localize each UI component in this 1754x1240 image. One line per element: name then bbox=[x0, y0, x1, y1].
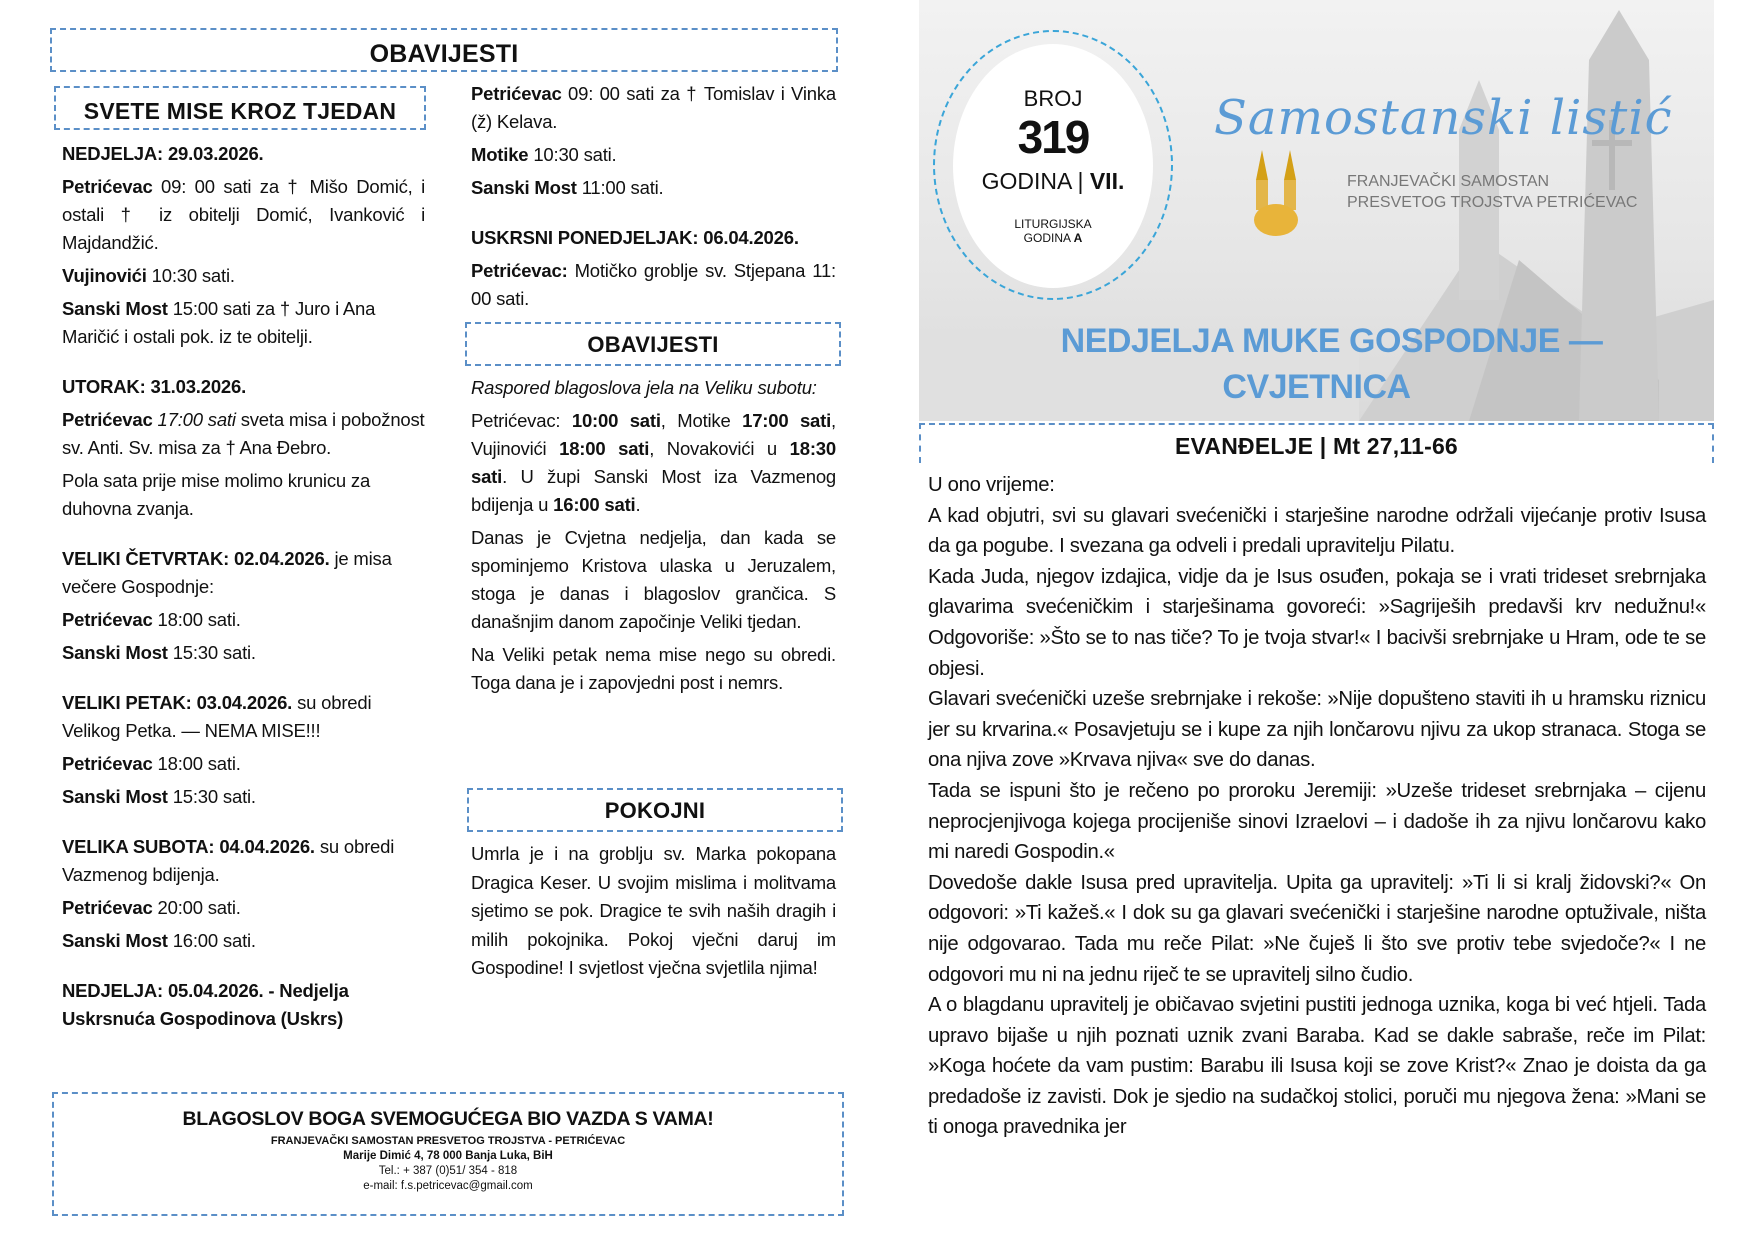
paragraph bbox=[471, 141, 836, 169]
liturgical-year-label: GODINA bbox=[1023, 231, 1074, 245]
footer-email: e-mail: f.s.petricevac@gmail.com bbox=[363, 1180, 533, 1192]
text-segment: Pola sata prije mise molimo krunicu za duhovna zvanja. bbox=[62, 470, 371, 519]
text-segment: Petrićevac bbox=[62, 176, 153, 197]
text-segment: 15:30 sati. bbox=[167, 642, 256, 663]
liturgical-year-value: A bbox=[1073, 231, 1083, 245]
text-segment: 11:00 sati. bbox=[576, 177, 664, 198]
text-segment: Petrićevac bbox=[62, 753, 153, 774]
issue-number: 319 bbox=[1017, 111, 1089, 163]
text-segment: Petrićevac bbox=[471, 83, 562, 104]
text-segment: 10:00 sati bbox=[571, 410, 661, 431]
sunday-title bbox=[919, 318, 1714, 410]
gospel-paragraph: Glavari svećenički uzeše srebrnjake i rekoše: »Nije dopušteno staviti ih u hramsku riznicu jer su krvarina.« Posavjetuju se i kupe za njih lončarovu njivu za ukop stranaca. Stoga se ona njiva zove »Krvava njiva« sve do danas. bbox=[928, 688, 1706, 772]
year-label: GODINA | bbox=[981, 168, 1090, 194]
text-segment: 10:30 sati. bbox=[146, 265, 235, 286]
text-segment: , Motike bbox=[660, 410, 743, 431]
text-segment: 09: 00 sati za † Mišo Domić, i ostali † iz obitelji Domić, Ivanković i Majdandžić. bbox=[62, 176, 425, 253]
issue-circle bbox=[953, 44, 1153, 288]
sunday-title-line-1: NEDJELJA MUKE GOSPODNJE — bbox=[1060, 322, 1603, 360]
text-segment: Sanski Most bbox=[62, 298, 168, 319]
paragraph bbox=[62, 140, 425, 168]
paragraph bbox=[62, 606, 425, 634]
footer bbox=[52, 1092, 844, 1216]
paragraph bbox=[62, 406, 425, 462]
text-segment: sveta misa i pobožnost sv. Anti. Sv. misa za † Ana Đebro. bbox=[62, 409, 425, 458]
gospel-text bbox=[928, 470, 1706, 1143]
paragraph bbox=[62, 262, 425, 290]
paragraph bbox=[62, 750, 425, 778]
paragraph bbox=[62, 927, 425, 955]
text-segment: Raspored blagoslova jela na Veliku subotu: bbox=[471, 377, 817, 398]
year-value: VII. bbox=[1089, 168, 1125, 194]
sunday-title-line-2: CVJETNICA bbox=[1222, 368, 1411, 406]
gospel-paragraph: A o blagdanu upravitelj je običavao svjetini pustiti jednoga uznika, koga bi već htjeli. Tada upravo bijaše u njih poznati uznik zvani Baraba. Kad se dakle sabraše, reče im Pilat: »Koga hoćete da vam pustim: Barabu ili Isusa koji se zove Krist?« Znao je doista da ga predadoše iz zavisti. Dok je sjedio na sudačkoj stolici, poruči mu njegova žena: »Mani se ti onoga pravednika jer bbox=[928, 994, 1706, 1139]
gospel-paragraph: Dovedoše dakle Isusa pred upravitelja. Upita ga upravitelj: »Ti li si kralj židovski?« On odgovori: »Ti kažeš.« I dok su ga glavari svećenički i starješine narodne optuživale, ništa nije odgovarao. Tada mu reče Pilat: »Ne čuješ li što sve protiv tebe svjedoče?« I ne odgovori mu ni na jednu riječ te se upravitelj silno čudio. bbox=[928, 871, 1706, 986]
text-segment: Petrićevac bbox=[62, 609, 153, 630]
paragraph bbox=[62, 833, 425, 889]
text-segment: 09: 00 sati za † Tomislav i Vinka (ž) Kelava. bbox=[471, 83, 836, 132]
text-segment: su obredi Vazmenog bdijenja. bbox=[62, 836, 395, 885]
liturgical-year bbox=[953, 231, 1153, 245]
text-segment: . bbox=[635, 494, 641, 515]
text-segment: NEDJELJA: 29.03.2026. bbox=[62, 143, 264, 164]
text-segment: 10:30 sati. bbox=[528, 144, 617, 165]
masses-column bbox=[62, 140, 425, 1038]
text-segment: Motike bbox=[471, 144, 529, 165]
org-line-2: PRESVETOG TROJSTVA PETRIĆEVAC bbox=[1347, 194, 1638, 211]
text-segment: 18:00 sati bbox=[559, 438, 650, 459]
paragraph bbox=[62, 173, 425, 257]
text-segment: Petrićevac bbox=[62, 409, 153, 430]
text-segment: 15:00 sati za † Juro i Ana Maričić i ostali pok. iz te obitelji. bbox=[62, 298, 376, 347]
text-segment: UTORAK: 31.03.2026. bbox=[62, 376, 247, 397]
text-segment: je misa večere Gospodnje: bbox=[62, 548, 392, 597]
paragraph bbox=[62, 783, 425, 811]
paragraph bbox=[471, 641, 836, 697]
masses-title: SVETE MISE KROZ TJEDAN bbox=[83, 98, 397, 124]
text-segment: 17:00 sati bbox=[742, 410, 832, 431]
text-segment: su obredi Velikog Petka. — NEMA MISE!!! bbox=[62, 692, 372, 741]
text-segment: Vujinovići bbox=[62, 265, 147, 286]
footer-address: Marije Dimić 4, 78 000 Banja Luka, BiH bbox=[343, 1150, 553, 1162]
paragraph bbox=[471, 840, 836, 983]
notices-subtitle: OBAVIJESTI bbox=[587, 332, 719, 357]
text-segment: USKRSNI PONEDJELJAK: 06.04.2026. bbox=[471, 227, 799, 248]
gospel-paragraph: A kad objutri, svi su glavari svećenički i starješine narodne održali vijećanje protiv Isusa da ga pogube. I svezana ga odveli i predali upravitelju Pilatu. bbox=[928, 504, 1706, 558]
text-segment: 15:30 sati. bbox=[167, 786, 256, 807]
gospel-paragraph: Tada se ispuni što je rečeno po proroku Jeremiji: »Uzeše trideset srebrnjaka – cijenu neprocjenjivoga kojega procijeniše sinovi Izraelovi – i dadoše ih za njivu lončarovu kako mi naredi Gospodin.« bbox=[928, 779, 1706, 864]
text-segment: VELIKI PETAK: 03.04.2026. bbox=[62, 692, 293, 713]
text-segment: . U župi Sanski Most iza Vazmenog bdijenja u bbox=[471, 466, 836, 515]
deceased-title: POKOJNI bbox=[604, 798, 706, 823]
text-segment: VELIKA SUBOTA: 04.04.2026. bbox=[62, 836, 315, 857]
paragraph bbox=[62, 545, 425, 601]
text-segment: Sanski Most bbox=[62, 786, 168, 807]
text-segment: Umrla je i na groblju sv. Marka pokopana Dragica Keser. U svojim mislima i molitvama sjetimo se pok. Dragice te svih naših dragih i milih pokojnika. Pokoj vječni daruj im Gospodine! I svjetlost vječna svjetlila njima! bbox=[471, 843, 836, 978]
text-segment: Sanski Most bbox=[471, 177, 577, 198]
text-segment: Sanski Most bbox=[62, 642, 168, 663]
gospel-paragraph: Kada Juda, njegov izdajica, vidje da je Isus osuđen, pokaja se i vrati trideset srebrnjaka glavarima svećeničkim i starješinama govoreći: »Sagriješih predavši krv nedužnu!« Odgovoriše: »Što se to nas tiče? To je tvoja stvar!« I bacivši srebrnjake u Hram, ode te se objesi. bbox=[928, 565, 1706, 680]
notices-column bbox=[471, 374, 836, 702]
text-segment: 17:00 sati bbox=[157, 409, 236, 430]
gospel-paragraph: U ono vrijeme: bbox=[928, 474, 1055, 496]
text-segment: , Vujinovići bbox=[471, 410, 836, 459]
paragraph bbox=[62, 373, 425, 401]
paragraph bbox=[62, 467, 425, 523]
text-segment: Na Veliki petak nema mise nego su obredi. Toga dana je i zapovjedni post i nemrs. bbox=[471, 644, 836, 693]
deceased-column bbox=[471, 840, 836, 988]
org-line-1: FRANJEVAČKI SAMOSTAN bbox=[1347, 173, 1550, 190]
footer-org: FRANJEVAČKI SAMOSTAN PRESVETOG TROJSTVA - PETRIĆEVAC bbox=[270, 1135, 626, 1147]
text-segment: 16:00 sati. bbox=[167, 930, 256, 951]
footer-blessing: BLAGOSLOV BOGA SVEMOGUĆEGA BIO VAZDA S VAMA! bbox=[182, 1108, 714, 1130]
liturgical-label: LITURGIJSKA bbox=[1014, 217, 1092, 231]
text-segment: Motičko groblje sv. Stjepana 11: 00 sati. bbox=[471, 260, 836, 309]
monastery-logo-icon bbox=[1252, 150, 1302, 240]
footer-phone: Tel.: + 387 (0)51/ 354 - 818 bbox=[378, 1165, 518, 1177]
paragraph bbox=[62, 894, 425, 922]
text-segment: Petrićevac bbox=[62, 897, 153, 918]
text-segment: Sanski Most bbox=[62, 930, 168, 951]
header-banner bbox=[919, 0, 1714, 421]
paragraph bbox=[471, 257, 836, 313]
paragraph bbox=[62, 689, 425, 745]
text-segment: NEDJELJA: 05.04.2026. - Nedjelja Uskrsnuća Gospodinova (Uskrs) bbox=[62, 980, 349, 1029]
paragraph bbox=[62, 295, 425, 351]
text-segment: 20:00 sati. bbox=[152, 897, 241, 918]
paragraph bbox=[62, 977, 425, 1033]
text-segment: 18:30 sati bbox=[471, 438, 836, 487]
paragraph bbox=[471, 224, 836, 252]
text-segment: Petrićevac: bbox=[471, 260, 568, 281]
text-segment: 18:00 sati. bbox=[152, 609, 241, 630]
paragraph bbox=[471, 80, 836, 136]
year bbox=[953, 168, 1153, 195]
notices-title: OBAVIJESTI bbox=[369, 40, 519, 68]
paragraph bbox=[471, 524, 836, 636]
text-segment: Petrićevac: bbox=[471, 410, 572, 431]
text-segment: 16:00 sati bbox=[553, 494, 636, 515]
text-segment: 18:00 sati. bbox=[152, 753, 241, 774]
text-segment: VELIKI ČETVRTAK: 02.04.2026. bbox=[62, 548, 330, 569]
paragraph bbox=[62, 639, 425, 667]
text-segment: Danas je Cvjetna nedjelja, dan kada se spominjemo Kristova ulaska u Jeruzalem, stoga je danas i blagoslov grančica. S današnjim danom započinje Veliki tjedan. bbox=[471, 527, 836, 632]
gospel-title: EVANĐELJE | Mt 27,11-66 bbox=[1175, 433, 1458, 459]
paragraph bbox=[471, 374, 836, 402]
paragraph bbox=[471, 174, 836, 202]
text-segment: , Novakovići u bbox=[649, 438, 790, 459]
paragraph bbox=[471, 407, 836, 519]
masses-column-continued bbox=[471, 80, 836, 318]
issue-label: BROJ bbox=[1023, 86, 1083, 111]
masthead: Samostanski listić bbox=[1214, 90, 1673, 146]
